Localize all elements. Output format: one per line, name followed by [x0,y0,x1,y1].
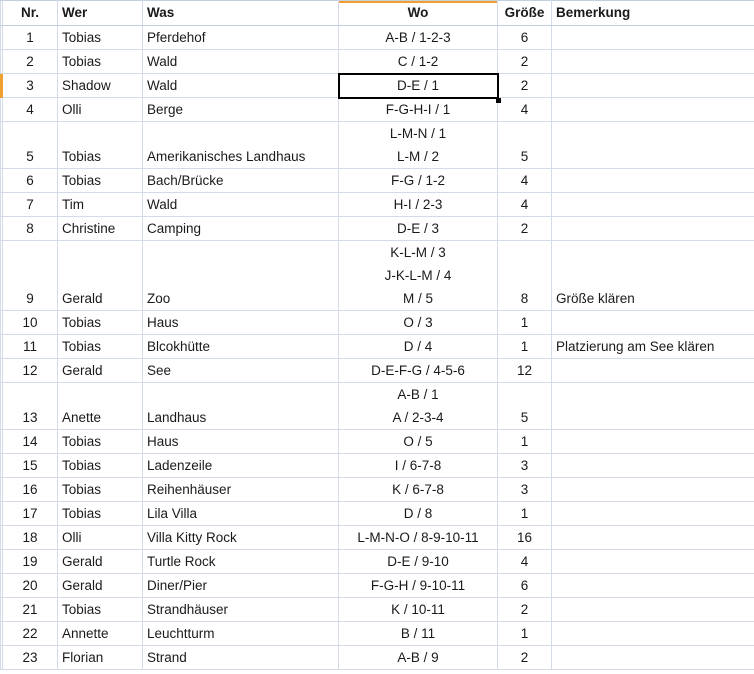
cell-groesse[interactable]: 4 [498,193,552,217]
cell-wo[interactable] [339,574,498,598]
table-row[interactable] [1,598,754,622]
cell-wo-line: O / 3 [403,315,433,330]
cell-groesse[interactable]: 4 [498,169,552,193]
cell-was[interactable]: Reihenhäuser [143,478,339,502]
cell-wo-line: F-G-H-I / 1 [385,102,451,117]
cell-groesse[interactable]: 2 [498,646,552,670]
cell-groesse[interactable]: 4 [498,98,552,122]
table-header [1,1,754,26]
table-row[interactable] [1,359,754,383]
cell-wo[interactable] [339,74,498,98]
cell-was[interactable]: Pferdehof [143,26,339,50]
cell-was[interactable]: Villa Kitty Rock [143,526,339,550]
table-row[interactable] [1,217,754,241]
cell-wo[interactable] [339,169,498,193]
cell-wo[interactable] [339,430,498,454]
table-row[interactable] [1,550,754,574]
cell-was[interactable]: Diner/Pier [143,574,339,598]
cell-was[interactable]: Turtle Rock [143,550,339,574]
cell-wo[interactable] [339,383,498,430]
cell-wo-line: D-E / 3 [396,221,439,236]
cell-groesse[interactable]: 12 [498,359,552,383]
cell-wo-line: B / 11 [400,626,436,641]
cell-was[interactable]: Haus [143,311,339,335]
cell-wo-line: C / 1-2 [397,54,439,69]
cell-wo-line: D-E-F-G / 4-5-6 [371,363,465,378]
cell-wer[interactable]: Anette [58,383,143,430]
cell-wer[interactable]: Gerald [58,574,143,598]
table-row[interactable] [1,311,754,335]
cell-wer[interactable]: Tobias [58,598,143,622]
cell-wer[interactable]: Tobias [58,50,143,74]
cell-nr[interactable]: 4 [3,98,58,122]
cell-wer[interactable]: Gerald [58,241,143,311]
cell-wo[interactable] [339,26,498,50]
cell-was[interactable]: Wald [143,74,339,98]
cell-was[interactable]: Strand [143,646,339,670]
table-row[interactable] [1,502,754,526]
cell-wer[interactable]: Annette [58,622,143,646]
cell-wo-line: D-E / 1 [396,78,439,93]
cell-was[interactable]: See [143,359,339,383]
table-row[interactable] [1,241,754,311]
cell-wo-line: D / 4 [403,339,433,354]
cell-wer[interactable]: Tobias [58,430,143,454]
cell-groesse[interactable]: 5 [498,383,552,430]
cell-groesse[interactable]: 8 [498,241,552,311]
cell-groesse[interactable]: 6 [498,26,552,50]
table-row[interactable] [1,50,754,74]
cell-nr[interactable]: 12 [3,359,58,383]
cell-wo[interactable] [339,50,498,74]
column-header-bemerkung[interactable]: Bemerkung [552,1,754,26]
cell-bemerkung[interactable] [552,98,754,122]
cell-wo-line: O / 5 [403,434,433,449]
cell-nr[interactable]: 23 [3,646,58,670]
cell-bemerkung[interactable] [552,217,754,241]
table-row[interactable] [1,526,754,550]
cell-groesse[interactable]: 4 [498,550,552,574]
table-body[interactable] [1,26,754,670]
cell-bemerkung[interactable] [552,502,754,526]
cell-wer[interactable]: Gerald [58,550,143,574]
cell-groesse[interactable]: 2 [498,50,552,74]
column-header-was[interactable]: Was [143,1,339,26]
cell-wo-line: K / 6-7-8 [392,482,444,497]
cell-wo[interactable] [339,526,498,550]
cell-wo[interactable] [339,335,498,359]
cell-bemerkung[interactable] [552,193,754,217]
cell-wo[interactable] [339,646,498,670]
cell-wo-line: A-B / 1 [397,387,439,402]
cell-was[interactable]: Leuchtturm [143,622,339,646]
cell-nr[interactable]: 20 [3,574,58,598]
cell-nr[interactable]: 11 [3,335,58,359]
cell-bemerkung[interactable] [552,550,754,574]
cell-wo-line: L-M / 2 [396,149,439,164]
cell-bemerkung[interactable]: Platzierung am See klären [552,335,754,359]
cell-wo[interactable] [339,217,498,241]
cell-bemerkung[interactable] [552,622,754,646]
table-row[interactable] [1,335,754,359]
cell-was[interactable]: Wald [143,50,339,74]
column-header-groesse[interactable]: Größe [498,1,552,26]
table-row[interactable] [1,622,754,646]
cell-wo[interactable] [339,241,498,311]
cell-wer[interactable]: Tobias [58,335,143,359]
cell-groesse[interactable]: 2 [498,74,552,98]
cell-groesse[interactable]: 16 [498,526,552,550]
cell-wo[interactable] [339,311,498,335]
cell-was[interactable]: Ladenzeile [143,454,339,478]
table-row[interactable] [1,574,754,598]
cell-was[interactable]: Wald [143,193,339,217]
cell-was[interactable]: Lila Villa [143,502,339,526]
cell-bemerkung[interactable] [552,454,754,478]
cell-was[interactable]: Zoo [143,241,339,311]
cell-bemerkung[interactable] [552,478,754,502]
cell-nr[interactable]: 18 [3,526,58,550]
cell-wer[interactable]: Tobias [58,454,143,478]
cell-wer[interactable]: Tobias [58,169,143,193]
cell-wer[interactable]: Olli [58,98,143,122]
cell-bemerkung[interactable] [552,574,754,598]
cell-wer[interactable]: Tobias [58,26,143,50]
cell-bemerkung[interactable]: Größe klären [552,241,754,311]
cell-wo-line: L-M-N / 1 [389,126,447,141]
cell-wo[interactable] [339,98,498,122]
cell-wer[interactable]: Olli [58,526,143,550]
cell-wo[interactable] [339,598,498,622]
column-header-wo[interactable]: Wo [339,1,498,26]
cell-wo-line: J-K-L-M / 4 [384,268,452,283]
cell-bemerkung[interactable] [552,526,754,550]
cell-nr[interactable]: 2 [3,50,58,74]
cell-nr[interactable]: 1 [3,26,58,50]
cell-groesse[interactable]: 6 [498,574,552,598]
cell-wo[interactable] [339,122,498,169]
cell-wo-line: K-L-M / 3 [390,245,446,260]
cell-wo[interactable] [339,478,498,502]
cell-was[interactable]: Berge [143,98,339,122]
cell-bemerkung[interactable] [552,430,754,454]
cell-wer[interactable]: Christine [58,217,143,241]
cell-groesse[interactable]: 5 [498,122,552,169]
cell-bemerkung[interactable] [552,311,754,335]
cell-groesse[interactable]: 3 [498,454,552,478]
cell-wer[interactable]: Tobias [58,122,143,169]
cell-bemerkung[interactable] [552,169,754,193]
cell-groesse[interactable]: 1 [498,335,552,359]
cell-bemerkung[interactable] [552,26,754,50]
cell-nr[interactable]: 3 [3,74,58,98]
cell-groesse[interactable]: 1 [498,311,552,335]
column-header-nr[interactable]: Nr. [3,1,58,26]
cell-wer[interactable]: Shadow [58,74,143,98]
cell-groesse[interactable]: 2 [498,598,552,622]
cell-bemerkung[interactable] [552,646,754,670]
table-row[interactable] [1,430,754,454]
cell-wo-line: L-M-N-O / 8-9-10-11 [357,530,479,545]
cell-wer[interactable]: Tobias [58,502,143,526]
cell-wer[interactable]: Gerald [58,359,143,383]
cell-nr[interactable]: 5 [3,122,58,169]
table-row[interactable] [1,98,754,122]
cell-wo[interactable] [339,193,498,217]
cell-wo-line: A-B / 1-2-3 [385,30,451,45]
cell-wo-line: A / 2-3-4 [392,410,444,425]
cell-groesse[interactable]: 3 [498,478,552,502]
cell-wer[interactable]: Tobias [58,311,143,335]
cell-wo[interactable] [339,359,498,383]
cell-wo-line: A-B / 9 [397,650,439,665]
table-row[interactable] [1,478,754,502]
cell-wer[interactable]: Florian [58,646,143,670]
cell-nr[interactable]: 15 [3,454,58,478]
cell-bemerkung[interactable] [552,359,754,383]
table-row[interactable] [1,169,754,193]
cell-bemerkung[interactable] [552,74,754,98]
cell-wo-line: H-I / 2-3 [393,197,443,212]
header-row [1,1,754,26]
cell-nr[interactable]: 21 [3,598,58,622]
cell-nr[interactable]: 19 [3,550,58,574]
cell-bemerkung[interactable] [552,122,754,169]
cell-nr[interactable]: 14 [3,430,58,454]
cell-was[interactable]: Blcokhütte [143,335,339,359]
cell-wo-line: K / 10-11 [391,602,445,617]
table-row[interactable] [1,454,754,478]
cell-groesse[interactable]: 1 [498,502,552,526]
cell-was[interactable]: Haus [143,430,339,454]
cell-was[interactable]: Camping [143,217,339,241]
table-row[interactable] [1,383,754,430]
active-row-marker [0,74,3,98]
table-row[interactable] [1,74,754,98]
cell-wo[interactable] [339,502,498,526]
cell-nr[interactable]: 13 [3,383,58,430]
cell-wo-line: D / 8 [403,506,433,521]
table-row[interactable] [1,122,754,169]
cell-bemerkung[interactable] [552,383,754,430]
cell-nr[interactable]: 7 [3,193,58,217]
cell-wo-line: F-G / 1-2 [390,173,445,188]
table-row[interactable] [1,646,754,670]
cell-nr[interactable]: 6 [3,169,58,193]
cell-wo-line: I / 6-7-8 [394,458,442,473]
cell-wo[interactable] [339,622,498,646]
table-row[interactable] [1,26,754,50]
cell-was[interactable]: Bach/Brücke [143,169,339,193]
cell-nr[interactable]: 9 [3,241,58,311]
cell-groesse[interactable]: 1 [498,622,552,646]
cell-nr[interactable]: 17 [3,502,58,526]
cell-nr[interactable]: 22 [3,622,58,646]
cell-wo-line: D-E / 9-10 [387,554,449,569]
cell-nr[interactable]: 10 [3,311,58,335]
cell-wo-line: F-G-H / 9-10-11 [370,578,466,593]
cell-groesse[interactable]: 2 [498,217,552,241]
cell-was[interactable]: Amerikanisches Landhaus [143,122,339,169]
cell-bemerkung[interactable] [552,50,754,74]
cell-wo[interactable] [339,550,498,574]
cell-wer[interactable]: Tobias [58,478,143,502]
table-row[interactable] [1,193,754,217]
cell-nr[interactable]: 8 [3,217,58,241]
cell-wer[interactable]: Tim [58,193,143,217]
cell-bemerkung[interactable] [552,598,754,622]
column-header-wer[interactable]: Wer [58,1,143,26]
cell-wo[interactable] [339,454,498,478]
cell-was[interactable]: Landhaus [143,383,339,430]
cell-nr[interactable]: 16 [3,478,58,502]
cell-wo-line: M / 5 [402,291,433,306]
cell-groesse[interactable]: 1 [498,430,552,454]
cell-was[interactable]: Strandhäuser [143,598,339,622]
